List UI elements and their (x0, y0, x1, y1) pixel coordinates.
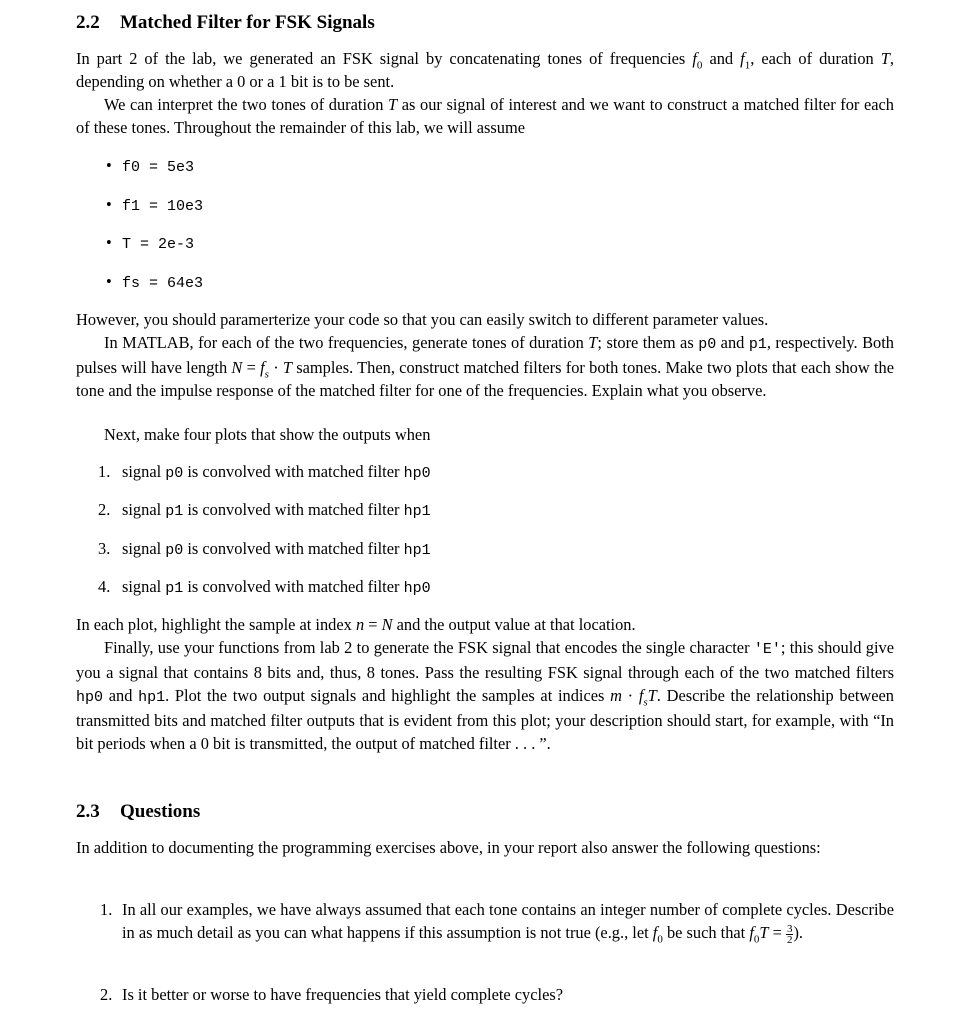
list-item: 3. signal p0 is convolved with matched filter hp1 (98, 539, 431, 559)
paragraph-next: Next, make four plots that show the outputs when (104, 425, 431, 444)
section-number: 2.2 (76, 12, 100, 33)
param-item: • fs = 64e3 (106, 272, 204, 292)
list-item: 4. signal p1 is convolved with matched filter hp0 (98, 577, 431, 597)
paragraph-intro: In part 2 of the lab, we generated an FSK signal by concatenating tones of frequencies $f_0$ and $f_1$, each of duration T, depending on whether a 0 or a 1 bit is to be sent. (76, 49, 894, 91)
paragraph-parameterize: However, you should paramerterize your code so that you can easily switch to different parameter values. (76, 310, 769, 329)
section-heading-2-2 (76, 11, 375, 34)
paragraph-matlab: In MATLAB, for each of the two frequencies, generate tones of duration T; store them as p0 and p1, respectively. Both pulses will have length $N = f_s \cdot T$ samples. Then, construct matched filters for both tones. Make two plots that each show the tone and the impulse response of the matched filter for one of the frequencies. Explain what you observe. (76, 333, 894, 400)
paragraph-finally: Finally, use your functions from lab 2 to generate the FSK signal that encodes the single character 'E'; this should give you a signal that contains 8 bits and, thus, 8 tones. Pass the resulting FSK signal through each of the two matched filters hp0 and hp1. Plot the two output signals and highlight the samples at indices $m \cdot f_sT$. Describe the relationship between transmitted bits and matched filter outputs that is evident from this plot; your description should start, for example, with “In bit periods when a 0 bit is transmitted, the output of matched filter . . . ”. (76, 638, 894, 753)
param-item: • f1 = 10e3 (106, 195, 204, 215)
list-item: 2. signal p1 is convolved with matched filter hp1 (98, 500, 431, 520)
param-item: • T = 2e-3 (106, 233, 195, 253)
question-item: 2. Is it better or worse to have frequencies that yield complete cycles? (100, 985, 564, 1004)
fraction: $\frac{3}{2}$ (786, 923, 793, 946)
question-item: 1. In all our examples, we have always assumed that each tone contains an integer number of complete cycles. Describe in as much detail as you can what happens if this assumption is not true (e.g., let $f_0$ be such that $f_0T$ = $\frac{3}{2}$ ). (100, 900, 894, 946)
param-item: • f0 = 5e3 (106, 156, 195, 176)
paragraph-highlight: In each plot, highlight the sample at index n = N and the output value at that location. (76, 615, 636, 634)
section-heading-2-3 (76, 800, 200, 823)
list-item: 1. signal p0 is convolved with matched filter hp0 (98, 462, 431, 482)
paragraph-questions-intro: In addition to documenting the programming exercises above, in your report also answer the following questions: (76, 838, 821, 857)
paragraph-interpret: We can interpret the two tones of duration T as our signal of interest and we want to construct a matched filter for each of these tones. Throughout the remainder of this lab, we will assume (76, 95, 894, 137)
section-title: Questions (120, 801, 201, 822)
section-title: Matched Filter for FSK Signals (120, 12, 375, 33)
section-number: 2.3 (76, 801, 100, 822)
